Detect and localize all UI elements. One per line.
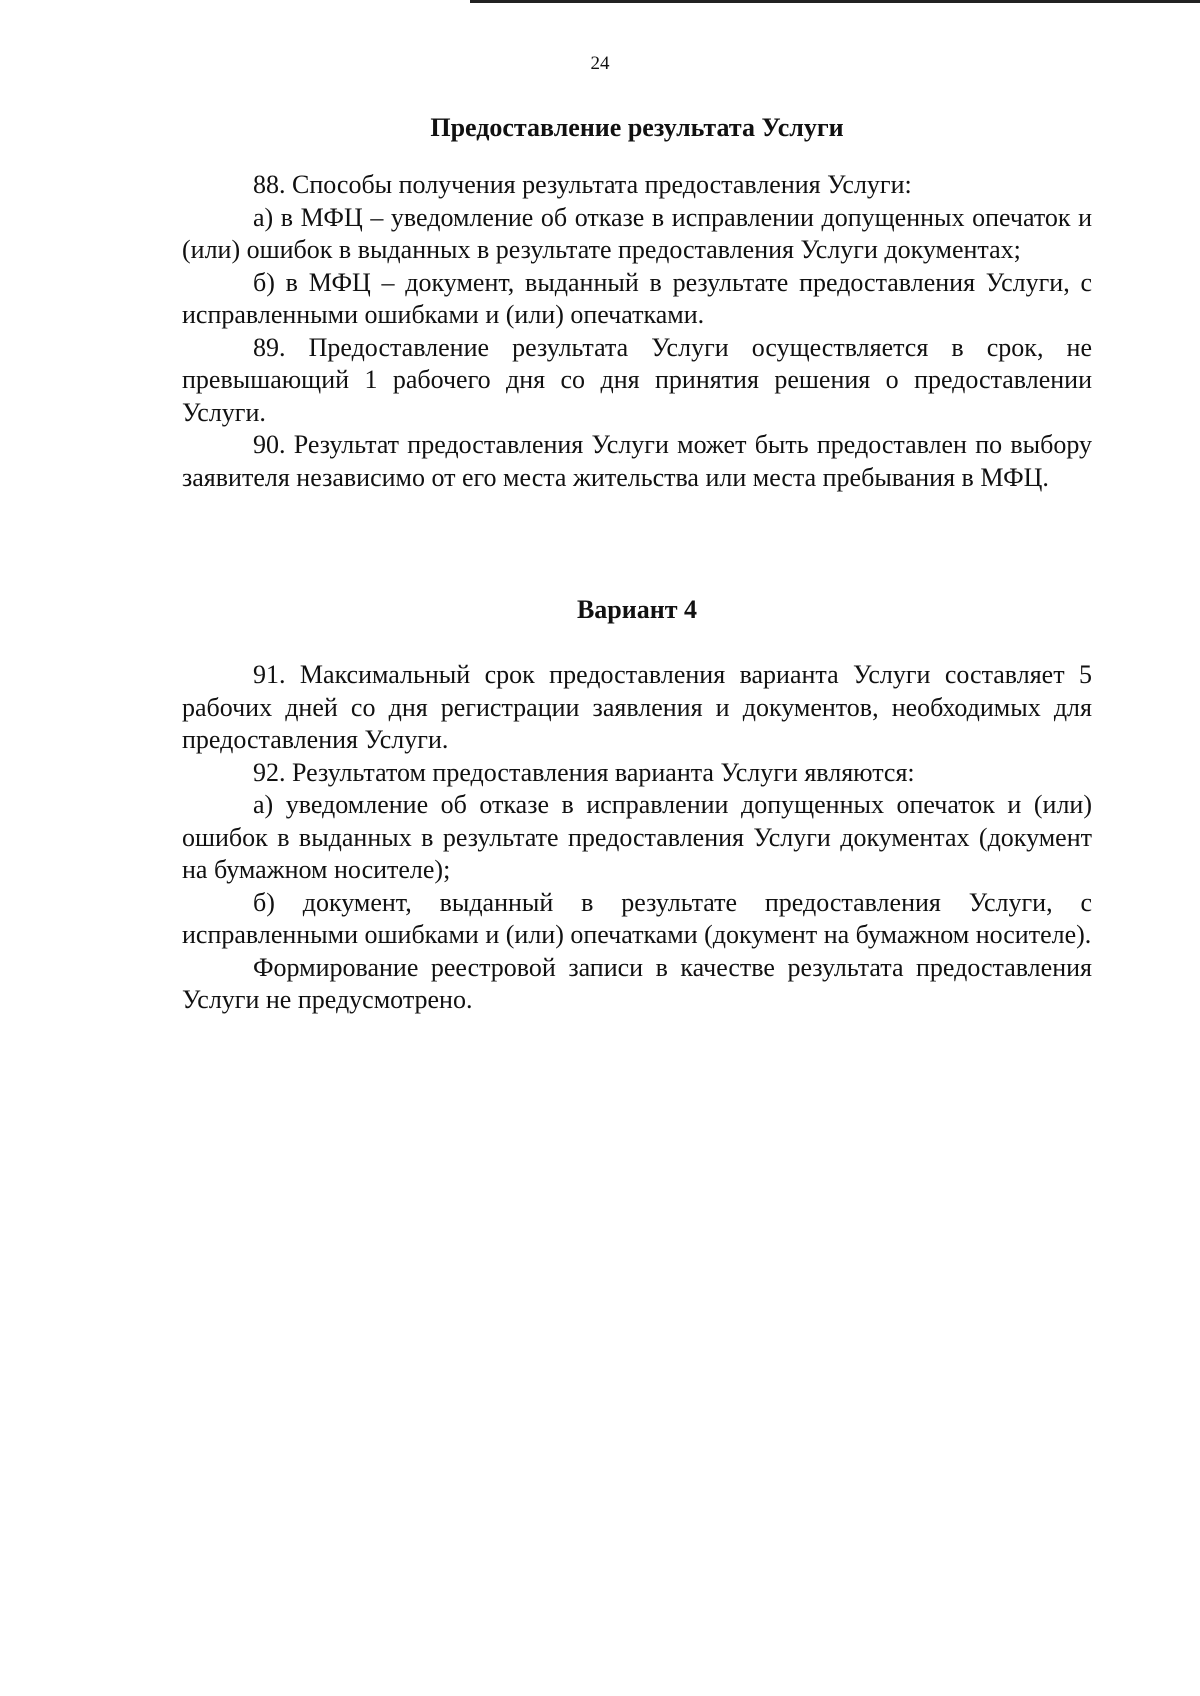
paragraph-88-a: а) в МФЦ – уведомление об отказе в исправлении допущенных опечаток и (или) ошибок в выданных в результате предоставления Услуги документах;	[182, 202, 1092, 264]
section-body-variant-4	[182, 659, 1092, 1017]
paragraph-92-a: а) уведомление об отказе в исправлении допущенных опечаток и (или) ошибок в выданных в результате предоставления Услуги документах (документ на бумажном носителе);	[182, 790, 1092, 884]
paragraph-90: 90. Результат предоставления Услуги может быть предоставлен по выбору заявителя независимо от его места жительства или места пребывания в МФЦ.	[182, 430, 1092, 492]
section-body-result	[182, 169, 1092, 494]
paragraph-91: 91. Максимальный срок предоставления варианта Услуги составляет 5 рабочих дней со дня регистрации заявления и документов, необходимых для предоставления Услуги.	[182, 660, 1092, 754]
paragraph-registry-note: Формирование реестровой записи в качестве результата предоставления Услуги не предусмотрено.	[182, 952, 1092, 1014]
paragraph-92-b: б) документ, выданный в результате предоставления Услуги, с исправленными ошибками и (или) опечатками (документ на бумажном носителе).	[182, 887, 1092, 949]
paragraph-89: 89. Предоставление результата Услуги осуществляется в срок, не превышающий 1 рабочего дня со дня принятия решения о предоставлении Услуги.	[182, 332, 1092, 427]
scan-edge-line	[470, 0, 1200, 3]
paragraph-92: 92. Результатом предоставления варианта Услуги являются:	[253, 757, 915, 787]
page-number: 24	[590, 53, 610, 74]
section-heading-variant-4: Вариант 4	[576, 595, 698, 624]
section-heading-result: Предоставление результата Услуги	[430, 113, 844, 142]
paragraph-88-b: б) в МФЦ – документ, выданный в результате предоставления Услуги, с исправленными ошибками и (или) опечатками.	[182, 267, 1092, 329]
paragraph-88: 88. Способы получения результата предоставления Услуги:	[253, 170, 912, 199]
